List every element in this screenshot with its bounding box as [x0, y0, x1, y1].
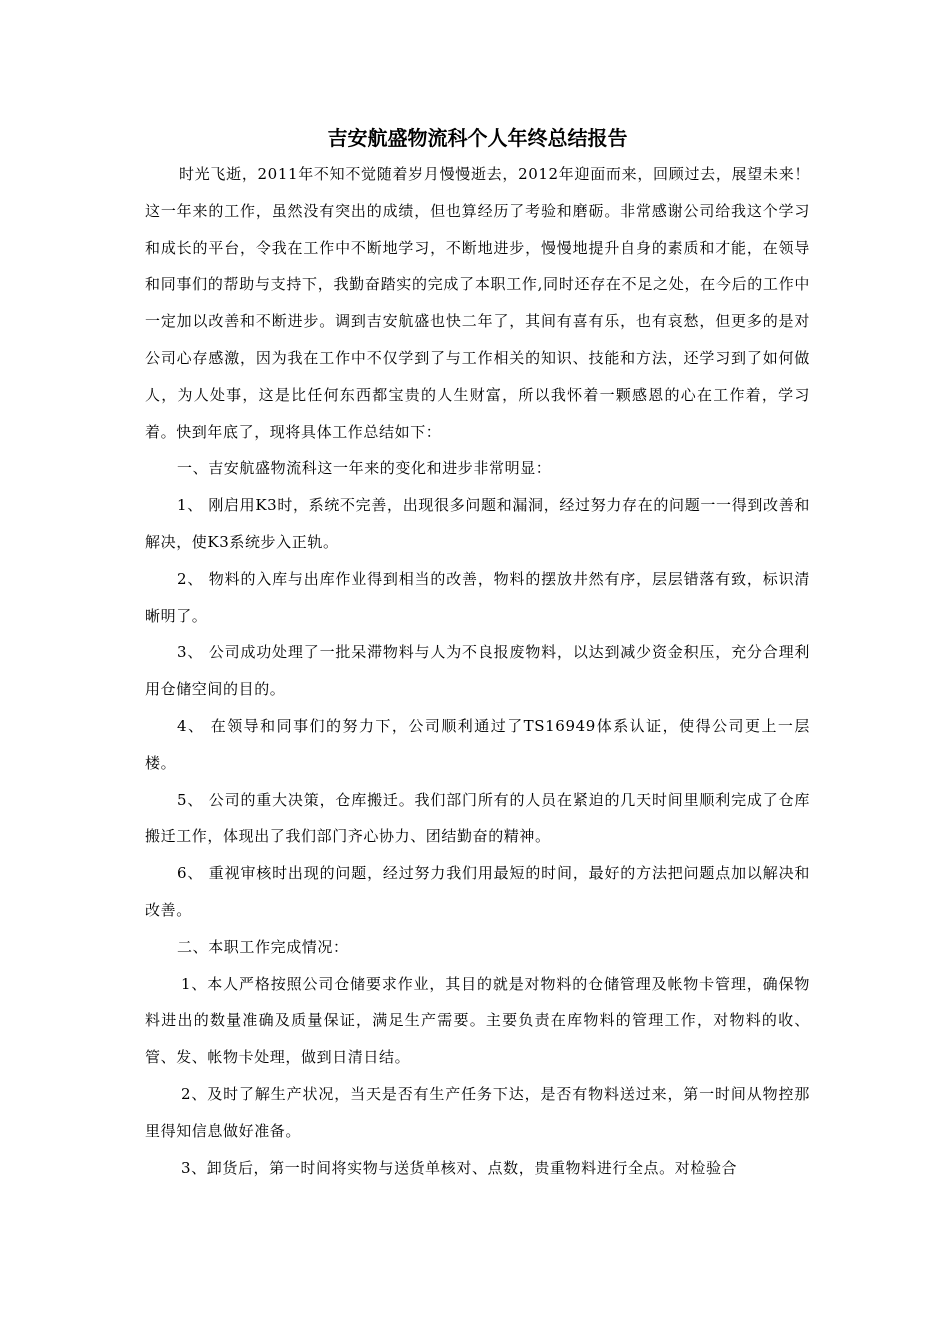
document-title: 吉安航盛物流科个人年终总结报告 — [327, 126, 628, 150]
list-item-2: 2、 物料的入库与出库作业得到相当的改善，物料的摆放井然有序，层层错落有致，标识清晰明了。 — [145, 569, 810, 625]
list-item-5: 5、 公司的重大决策，仓库搬迁。我们部门所有的人员在紧迫的几天时间里顺利完成了仓库搬迁工作，体现出了我们部门齐心协力、团结勤奋的精神。 — [145, 790, 810, 846]
intro-paragraph: 时光飞逝，2011年不知不觉随着岁月慢慢逝去，2012年迎面而来，回顾过去，展望未来！这一年来的工作，虽然没有突出的成绩，但也算经历了考验和磨砺。非常感谢公司给我这个学习和成长的平台，令我在工作中不断地学习，不断地进步，慢慢地提升自身的素质和才能，在领导和同事们的帮助与支持下，我勤奋踏实的完成了本职工作,同时还存在不足之处，在今后的工作中一定加以改善和不断进步。调到吉安航盛也快二年了，其间有喜有乐，也有哀愁，但更多的是对公司心存感激，因为我在工作中不仅学到了与工作相关的知识、技能和方法，还学习到了如何做人，为人处事，这是比任何东西都宝贵的人生财富，所以我怀着一颗感恩的心在工作着，学习着。快到年底了，现将具体工作总结如下： — [145, 165, 810, 441]
list-item-1: 1、 刚启用K3时，系统不完善，出现很多问题和漏洞，经过努力存在的问题一一得到改善和解决，使K3系统步入正轨。 — [145, 496, 810, 551]
list-item-3: 3、 公司成功处理了一批呆滞物料与人为不良报废物料，以达到减少资金积压，充分合理利用仓储空间的目的。 — [145, 643, 810, 699]
duty-item-3: 3、卸货后，第一时间将实物与送货单核对、点数，贵重物料进行全点。对检验合 — [181, 1158, 738, 1177]
duty-item-2: 2、及时了解生产状况，当天是否有生产任务下达，是否有物料送过来，第一时间从物控那里得知信息做好准备。 — [145, 1084, 810, 1140]
section-one-heading: 一、吉安航盛物流科这一年来的变化和进步非常明显： — [177, 459, 552, 478]
document-body — [145, 156, 810, 1186]
section-two-heading: 二、本职工作完成情况： — [177, 937, 349, 956]
duty-item-1: 1、本人严格按照公司仓储要求作业，其目的就是对物料的仓储管理及帐物卡管理，确保物料进出的数量准确及质量保证，满足生产需要。主要负责在库物料的管理工作，对物料的收、管、发、帐物卡处理，做到日清日结。 — [145, 974, 810, 1067]
list-item-4: 4、 在领导和同事们的努力下，公司顺利通过了TS16949体系认证，使得公司更上一层楼。 — [145, 716, 810, 772]
list-item-6: 6、 重视审核时出现的问题，经过努力我们用最短的时间，最好的方法把问题点加以解决和改善。 — [145, 864, 810, 919]
